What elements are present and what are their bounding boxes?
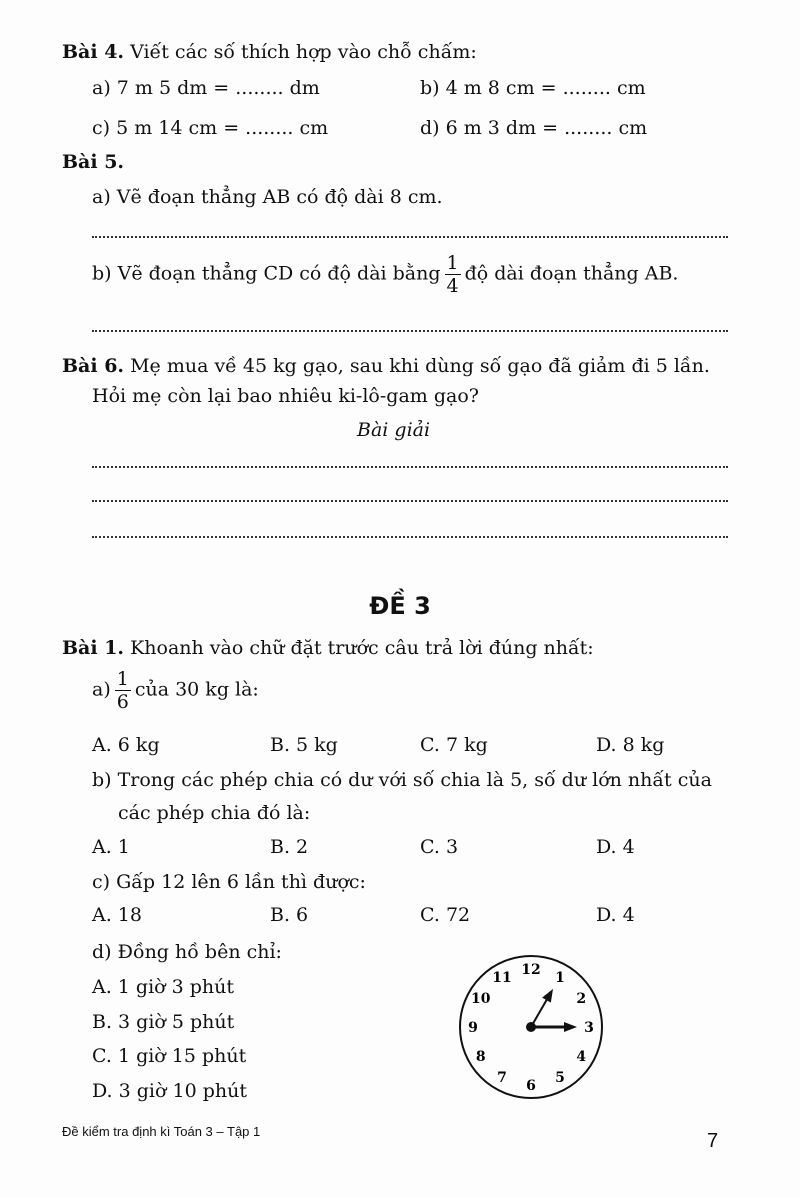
clock-number: 7 [497,1070,507,1087]
clock-number: 10 [471,991,491,1007]
option: D. 8 kg [596,734,665,756]
bai4-item-a: a) 7 m 5 dm = ........ dm [92,77,320,99]
answer-line [92,536,728,538]
option: D. 4 [596,836,635,858]
option: C. 3 [420,836,459,858]
section-title: ĐỀ 3 [369,592,431,620]
option: B. 5 kg [270,734,338,756]
option: A. 1 [92,836,130,858]
q-d: d) Đồng hồ bên chỉ: [92,941,282,963]
option: B. 2 [270,836,309,858]
bai5-b: b) Vẽ đoạn thẳng CD có độ dài bằng $\frac{1}{4}$ độ dài đoạn thẳng AB. [92,252,679,297]
option: A. 6 kg [92,734,160,756]
answer-line [92,236,728,238]
bai5-a: a) Vẽ đoạn thẳng AB có độ dài 8 cm. [92,186,443,208]
hour-hand-arrow [564,1022,577,1032]
clock-number: 4 [576,1049,587,1065]
bai6-line1: Bài 6. Mẹ mua về 45 kg gạo, sau khi dùng số gạo đã giảm đi 5 lần. [62,355,710,377]
bai4-heading: Bài 4. Viết các số thích hợp vào chỗ chấm: [62,41,477,63]
footer-book-title: Đề kiểm tra định kì Toán 3 – Tập 1 [62,1124,261,1139]
option: B. 6 [270,904,309,926]
clock-number: 3 [584,1020,594,1036]
clock-number: 8 [475,1049,486,1065]
bai6-line2: Hỏi mẹ còn lại bao nhiêu ki-lô-gam gạo? [92,385,479,407]
q-a: a) $\frac{1}{6}$ của 30 kg là: [92,668,259,713]
clock-number: 1 [555,969,565,986]
option: A. 1 giờ 3 phút [92,976,235,998]
minute-hand-arrow [542,989,553,1003]
answer-line [92,466,728,468]
option: D. 3 giờ 10 phút [92,1080,247,1102]
clock-number: 11 [492,969,512,986]
clock-illustration [451,947,611,1107]
bai5-heading: Bài 5. [62,151,125,173]
de3-bai1-heading: Bài 1. Khoanh vào chữ đặt trước câu trả lời đúng nhất: [62,637,594,659]
option: C. 1 giờ 15 phút [92,1045,247,1067]
clock-number: 5 [555,1070,565,1087]
clock-number: 9 [468,1020,478,1036]
option: C. 7 kg [420,734,488,756]
q-b-line2: các phép chia đó là: [118,802,311,824]
q-c: c) Gấp 12 lên 6 lần thì được: [92,871,366,893]
option: A. 18 [92,904,142,926]
clock-number: 6 [526,1078,536,1094]
page-number: 7 [707,1130,719,1152]
bai4-item-d: d) 6 m 3 dm = ........ cm [420,117,648,139]
option: C. 72 [420,904,471,926]
bai4-item-b: b) 4 m 8 cm = ........ cm [420,77,646,99]
clock-center [526,1022,536,1032]
answer-line [92,500,728,502]
clock-number: 12 [521,962,541,978]
solution-label: Bài giải [357,419,431,441]
bai4-item-c: c) 5 m 14 cm = ........ cm [92,117,329,139]
option: D. 4 [596,904,635,926]
option: B. 3 giờ 5 phút [92,1011,235,1033]
q-b-line1: b) Trong các phép chia có dư với số chia là 5, số dư lớn nhất của [92,769,712,791]
clock-number: 2 [576,991,587,1007]
answer-line [92,330,728,332]
